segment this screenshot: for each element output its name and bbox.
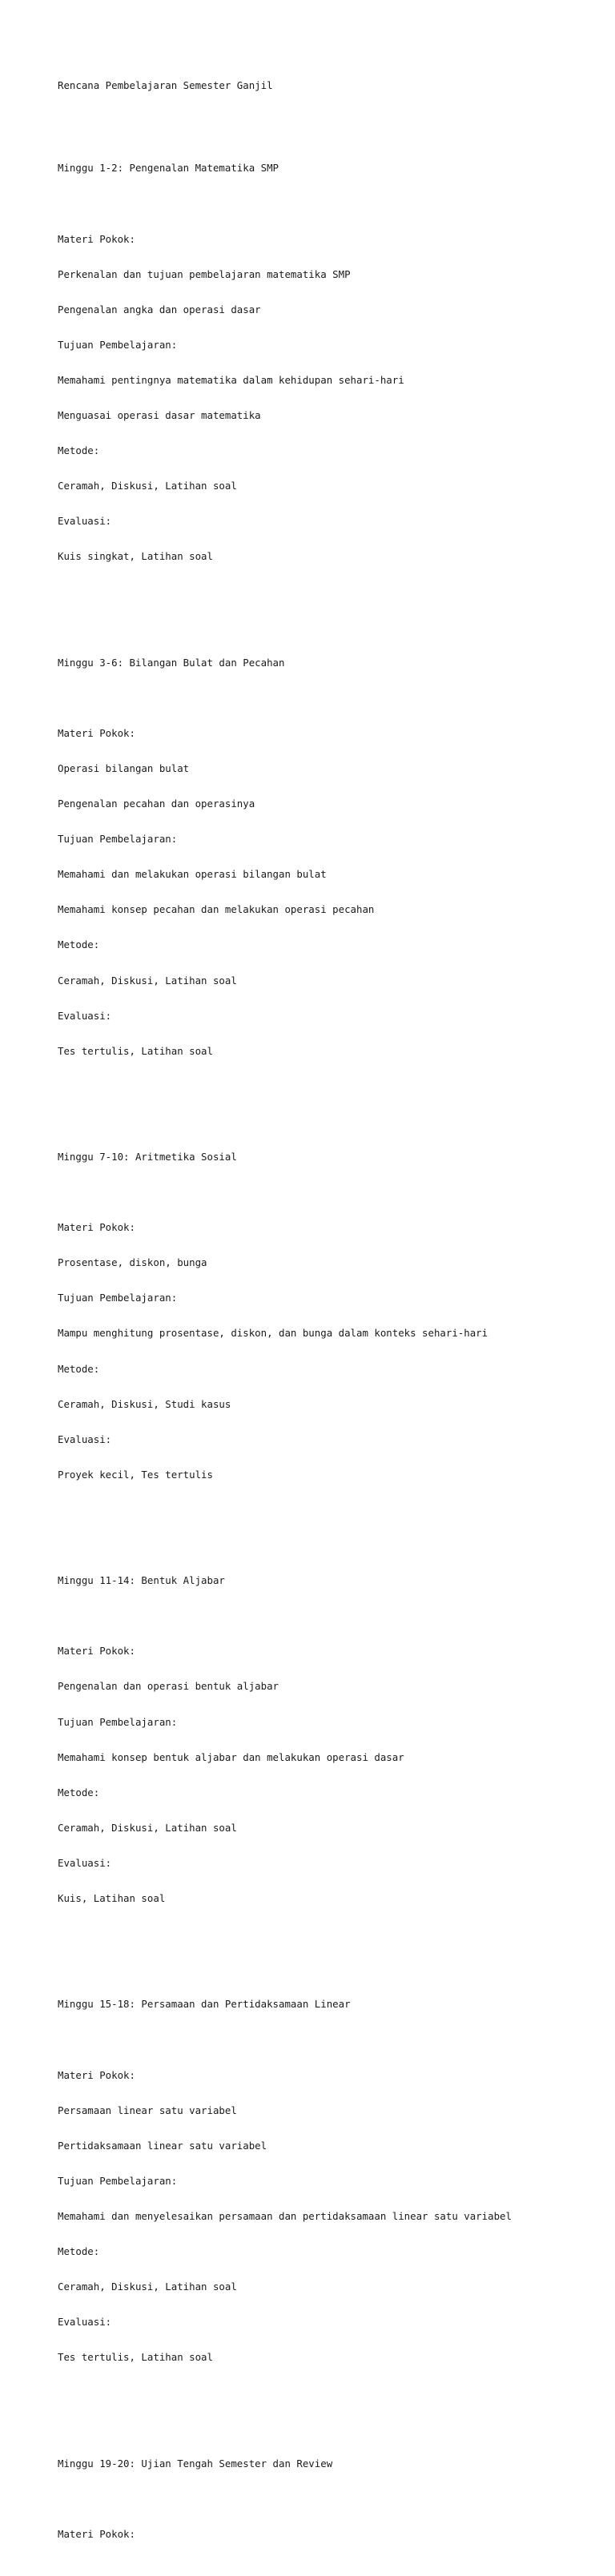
section-week-19-20 bbox=[58, 2434, 602, 2564]
tujuan-label: Tujuan Pembelajaran: bbox=[58, 1292, 178, 1304]
materi-item: Pertidaksamaan linear satu variabel bbox=[58, 2139, 267, 2152]
materi-item: Prosentase, diskon, bunga bbox=[58, 1256, 207, 1269]
evaluasi-label: Evaluasi: bbox=[58, 1009, 112, 1022]
metode-value: Ceramah, Diskusi, Latihan soal bbox=[58, 2281, 237, 2293]
section-heading: Minggu 11-14: Bentuk Aljabar bbox=[58, 1574, 225, 1587]
materi-label: Materi Pokok: bbox=[58, 232, 135, 245]
evaluasi-value: Proyek kecil, Tes tertulis bbox=[58, 1468, 213, 1481]
metode-value: Ceramah, Diskusi, Studi kasus bbox=[58, 1397, 231, 1410]
blank-line bbox=[58, 1610, 602, 1622]
evaluasi-label: Evaluasi: bbox=[58, 2316, 112, 2329]
materi-item: Operasi bilangan bulat bbox=[58, 762, 190, 774]
document-title: Rencana Pembelajaran Semester Ganjil bbox=[58, 79, 273, 92]
tujuan-label: Tujuan Pembelajaran: bbox=[58, 833, 178, 846]
evaluasi-value: Tes tertulis, Latihan soal bbox=[58, 1044, 213, 1057]
tujuan-item: Mampu menghitung prosentase, diskon, dan bunga dalam konteks sehari-hari bbox=[58, 1327, 488, 1340]
metode-value: Ceramah, Diskusi, Latihan soal bbox=[58, 974, 237, 987]
blank-line bbox=[58, 198, 602, 210]
metode-label: Metode: bbox=[58, 938, 100, 951]
section-week-1-2 bbox=[58, 139, 602, 587]
tujuan-item: Memahami konsep bentuk aljabar dan melakukan operasi dasar bbox=[58, 1750, 404, 1763]
metode-value: Ceramah, Diskusi, Latihan soal bbox=[58, 1821, 237, 1834]
materi-label: Materi Pokok: bbox=[58, 1221, 135, 1234]
section-heading: Minggu 3-6: Bilangan Bulat dan Pecahan bbox=[58, 656, 285, 669]
evaluasi-label: Evaluasi: bbox=[58, 1433, 112, 1445]
evaluasi-value: Kuis, Latihan soal bbox=[58, 1892, 166, 1904]
materi-item: Pengenalan angka dan operasi dasar bbox=[58, 303, 261, 315]
blank-line bbox=[58, 2494, 602, 2506]
tujuan-item: Menguasai operasi dasar matematika bbox=[58, 408, 261, 421]
section-heading: Minggu 1-2: Pengenalan Matematika SMP bbox=[58, 162, 279, 175]
materi-label: Materi Pokok: bbox=[58, 726, 135, 739]
materi-item: Pengenalan dan operasi bentuk aljabar bbox=[58, 1680, 279, 1693]
metode-label: Metode: bbox=[58, 2244, 100, 2257]
section-week-3-6 bbox=[58, 633, 602, 1081]
tujuan-label: Tujuan Pembelajaran: bbox=[58, 1715, 178, 1728]
section-week-15-18 bbox=[58, 1975, 602, 2387]
materi-label: Materi Pokok: bbox=[58, 1645, 135, 1658]
blank-line bbox=[58, 1187, 602, 1199]
section-week-7-10 bbox=[58, 1128, 602, 1505]
evaluasi-value: Tes tertulis, Latihan soal bbox=[58, 2351, 213, 2364]
tujuan-item: Memahami konsep pecahan dan melakukan operasi pecahan bbox=[58, 903, 375, 916]
materi-label: Materi Pokok: bbox=[58, 2068, 135, 2081]
tujuan-label: Tujuan Pembelajaran: bbox=[58, 2174, 178, 2187]
materi-item: Pengenalan pecahan dan operasinya bbox=[58, 798, 255, 810]
materi-item: Persamaan linear satu variabel bbox=[58, 2104, 237, 2116]
materi-label: Materi Pokok: bbox=[58, 2527, 135, 2540]
metode-label: Metode: bbox=[58, 444, 100, 457]
tujuan-item: Memahami pentingnya matematika dalam kehidupan sehari-hari bbox=[58, 373, 404, 386]
section-heading: Minggu 15-18: Persamaan dan Pertidaksamaan Linear bbox=[58, 1998, 351, 2011]
evaluasi-label: Evaluasi: bbox=[58, 515, 112, 528]
metode-label: Metode: bbox=[58, 1786, 100, 1798]
evaluasi-label: Evaluasi: bbox=[58, 1856, 112, 1869]
blank-line bbox=[58, 693, 602, 705]
materi-item: Perkenalan dan tujuan pembelajaran matematika SMP bbox=[58, 267, 351, 280]
metode-label: Metode: bbox=[58, 1362, 100, 1375]
evaluasi-value: Kuis singkat, Latihan soal bbox=[58, 550, 213, 563]
tujuan-item: Memahami dan menyelesaikan persamaan dan pertidaksamaan linear satu variabel bbox=[58, 2209, 512, 2222]
metode-value: Ceramah, Diskusi, Latihan soal bbox=[58, 480, 237, 492]
blank-line bbox=[58, 2034, 602, 2046]
tujuan-item: Memahami dan melakukan operasi bilangan bulat bbox=[58, 868, 327, 881]
section-heading: Minggu 7-10: Aritmetika Sosial bbox=[58, 1151, 237, 1163]
section-week-11-14 bbox=[58, 1552, 602, 1928]
document-page bbox=[58, 57, 602, 2576]
tujuan-label: Tujuan Pembelajaran: bbox=[58, 338, 178, 351]
section-heading: Minggu 19-20: Ujian Tengah Semester dan Review bbox=[58, 2457, 333, 2470]
